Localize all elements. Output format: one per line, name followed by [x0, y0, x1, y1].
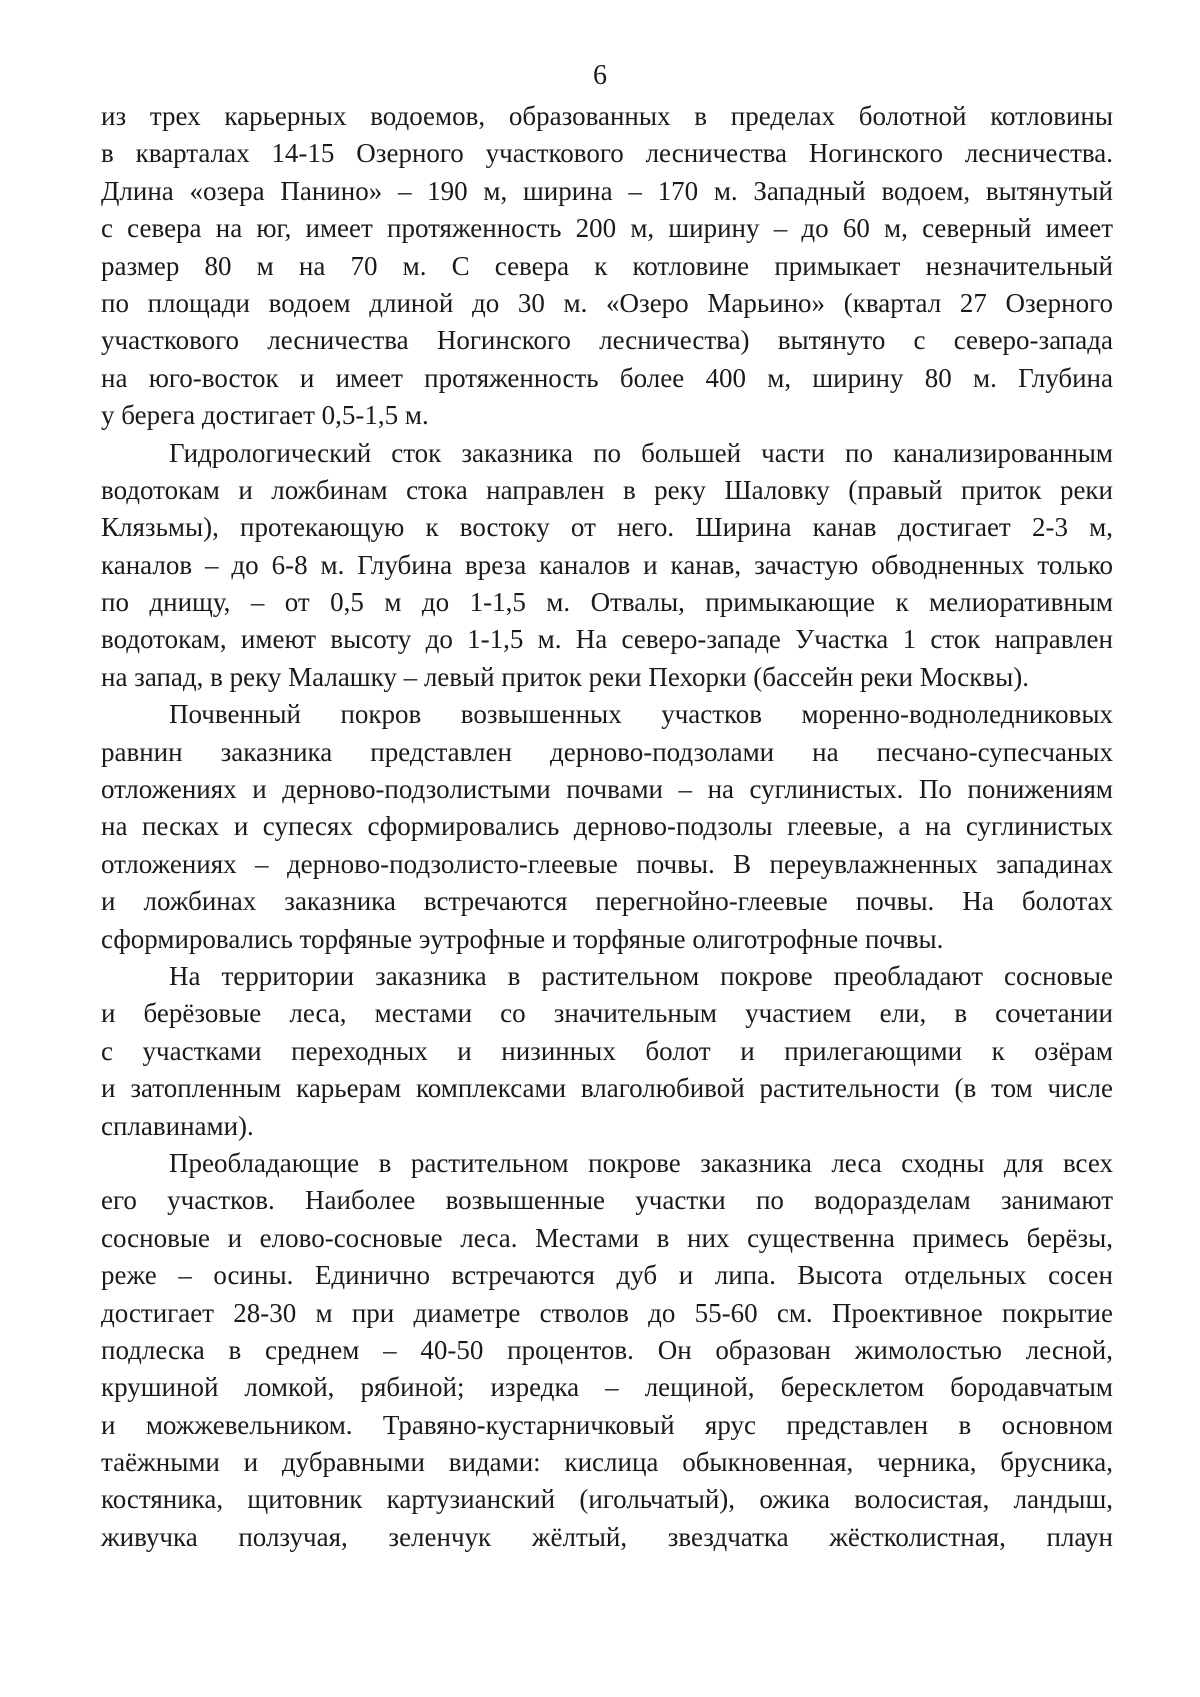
paragraph [101, 435, 1113, 697]
text-line: водотокам, имеют высоту до 1-1,5 м. На северо-западе Участка 1 сток направлен [101, 624, 1113, 655]
text-line: Длина «озера Панино» – 190 м, ширина – 170 м. Западный водоем, вытянутый [101, 175, 1113, 206]
text-line: Преобладающие в растительном покрове заказника леса сходны для всех [169, 1147, 1113, 1178]
text-line: достигает 28-30 м при диаметре стволов до 55-60 см. Проективное покрытие [101, 1297, 1113, 1328]
paragraph [101, 1145, 1113, 1556]
text-line: с севера на юг, имеет протяженность 200 м, ширину – до 60 м, северный имеет [101, 213, 1113, 244]
paragraph [101, 696, 1113, 958]
text-line: Почвенный покров возвышенных участков моренно-водноледниковых [169, 699, 1113, 730]
text-line: и можжевельником. Травяно-кустарничковый ярус представлен в основном [101, 1409, 1113, 1440]
text-line: из трех карьерных водоемов, образованных в пределах болотной котловины [101, 101, 1113, 131]
text-line: у берега достигает 0,5-1,5 м. [101, 400, 429, 431]
text-line: отложениях и дерново-подзолистыми почвами – на суглинистых. По понижениям [101, 774, 1113, 805]
text-line: сосновые и елово-сосновые леса. Местами в них существенна примесь берёзы, [101, 1222, 1113, 1253]
text-line: размер 80 м на 70 м. С севера к котловине примыкает незначительный [101, 250, 1113, 281]
text-line: и затопленным карьерам комплексами влаголюбивой растительности (в том числе [101, 1073, 1113, 1104]
text-line: в кварталах 14-15 Озерного участкового лесничества Ногинского лесничества. [101, 138, 1113, 169]
text-line: участкового лесничества Ногинского лесничества) вытянуто с северо-запада [101, 325, 1113, 356]
text-line: и берёзовые леса, местами со значительным участием ели, в сочетании [101, 998, 1113, 1029]
text-line: на песках и супесях сформировались дерново-подзолы глеевые, а на суглинистых [101, 811, 1113, 842]
text-line: Клязьмы), протекающую к востоку от него. Ширина канав достигает 2-3 м, [101, 512, 1113, 543]
text-line: подлеска в среднем – 40-50 процентов. Он образован жимолостью лесной, [101, 1334, 1113, 1365]
page-number: 6 [593, 60, 607, 91]
document-body [101, 98, 1113, 1556]
text-line: на запад, в реку Малашку – левый приток реки Пехорки (бассейн реки Москвы). [101, 661, 1029, 692]
text-line: отложениях – дерново-подзолисто-глеевые почвы. В переувлажненных западинах [101, 848, 1113, 879]
text-line: таёжными и дубравными видами: кислица обыкновенная, черника, брусника, [101, 1447, 1113, 1478]
paragraph [101, 958, 1113, 1145]
text-line: его участков. Наиболее возвышенные участки по водоразделам занимают [101, 1185, 1113, 1216]
text-line: На территории заказника в растительном покрове преобладают сосновые [169, 960, 1113, 991]
text-line: живучка ползучая, зеленчук жёлтый, звездчатка жёстколистная, плаун [101, 1521, 1113, 1552]
text-line: крушиной ломкой, рябиной; изредка – лещиной, бересклетом бородавчатым [101, 1372, 1113, 1403]
text-line: сплавинами). [101, 1110, 254, 1141]
text-line: на юго-восток и имеет протяженность более 400 м, ширину 80 м. Глубина [101, 362, 1113, 393]
text-line: реже – осины. Единично встречаются дуб и липа. Высота отдельных сосен [101, 1260, 1113, 1291]
text-line: Гидрологический сток заказника по большей части по канализированным [169, 437, 1113, 468]
text-line: сформировались торфяные эутрофные и торфяные олиготрофные почвы. [101, 923, 944, 954]
text-line: костяника, щитовник картузианский (игольчатый), ожика волосистая, ландыш, [101, 1484, 1113, 1515]
text-line: и ложбинах заказника встречаются перегнойно-глеевые почвы. На болотах [101, 886, 1113, 917]
text-line: водотокам и ложбинам стока направлен в реку Шаловку (правый приток реки [101, 474, 1113, 505]
paragraph [101, 98, 1113, 435]
text-line: с участками переходных и низинных болот и прилегающими к озёрам [101, 1035, 1113, 1066]
text-line: равнин заказника представлен дерново-подзолами на песчано-супесчаных [101, 736, 1113, 767]
text-line: по площади водоем длиной до 30 м. «Озеро Марьино» (квартал 27 Озерного [101, 287, 1113, 318]
text-line: по днищу, – от 0,5 м до 1-1,5 м. Отвалы, примыкающие к мелиоративным [101, 587, 1113, 618]
text-line: каналов – до 6-8 м. Глубина вреза каналов и канав, зачастую обводненных только [101, 549, 1113, 580]
